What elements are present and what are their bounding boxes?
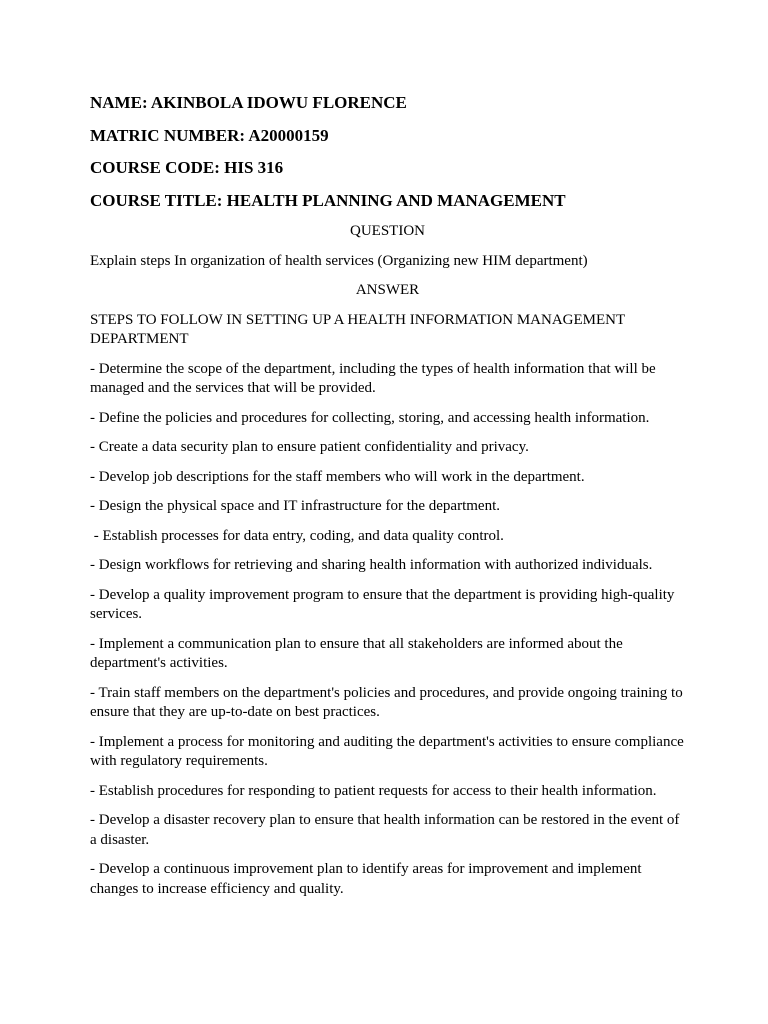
step-item: - Establish procedures for responding to patient requests for access to their health information.	[90, 782, 657, 799]
step-item: - Develop a disaster recovery plan to ensure that health information can be restored in the event of a disaster.	[90, 812, 680, 848]
step-item: - Develop a continuous improvement plan to identify areas for improvement and implement changes to increase efficiency and quality.	[90, 861, 642, 897]
matric-number: MATRIC NUMBER: A20000159	[90, 125, 329, 145]
step-item: - Design workflows for retrieving and sharing health information with authorized individuals.	[90, 557, 653, 573]
steps-title: STEPS TO FOLLOW IN SETTING UP A HEALTH INFORMATION MANAGEMENT DEPARTMENT	[90, 311, 625, 347]
step-item: - Determine the scope of the department, including the types of health information that will be managed and the services that will be provided.	[90, 360, 656, 396]
step-item: - Establish processes for data entry, coding, and data quality control.	[90, 527, 504, 544]
step-item: - Develop job descriptions for the staff members who will work in the department.	[90, 468, 585, 485]
step-item: - Develop a quality improvement program to ensure that the department is providing high-quality services.	[90, 586, 675, 622]
course-title: COURSE TITLE: HEALTH PLANNING AND MANAGEMENT	[90, 190, 566, 210]
step-item: - Create a data security plan to ensure patient confidentiality and privacy.	[90, 439, 529, 455]
step-item: - Design the physical space and IT infrastructure for the department.	[90, 498, 500, 514]
question-label: QUESTION	[350, 223, 425, 239]
step-item: - Train staff members on the department's policies and procedures, and provide ongoing training to ensure that they are up-to-date on best practices.	[90, 684, 683, 720]
document-page	[90, 92, 685, 909]
step-item: - Implement a communication plan to ensure that all stakeholders are informed about the department's activities.	[90, 635, 623, 671]
course-code: COURSE CODE: HIS 316	[90, 158, 284, 177]
student-name: NAME: AKINBOLA IDOWU FLORENCE	[90, 93, 407, 112]
step-item: - Define the policies and procedures for collecting, storing, and accessing health information.	[90, 409, 650, 426]
steps-list	[90, 360, 685, 900]
answer-label: ANSWER	[355, 282, 420, 298]
step-item: - Implement a process for monitoring and auditing the department's activities to ensure compliance with regulatory requirements.	[90, 733, 684, 769]
question-text: Explain steps In organization of health services (Organizing new HIM department)	[90, 252, 588, 269]
